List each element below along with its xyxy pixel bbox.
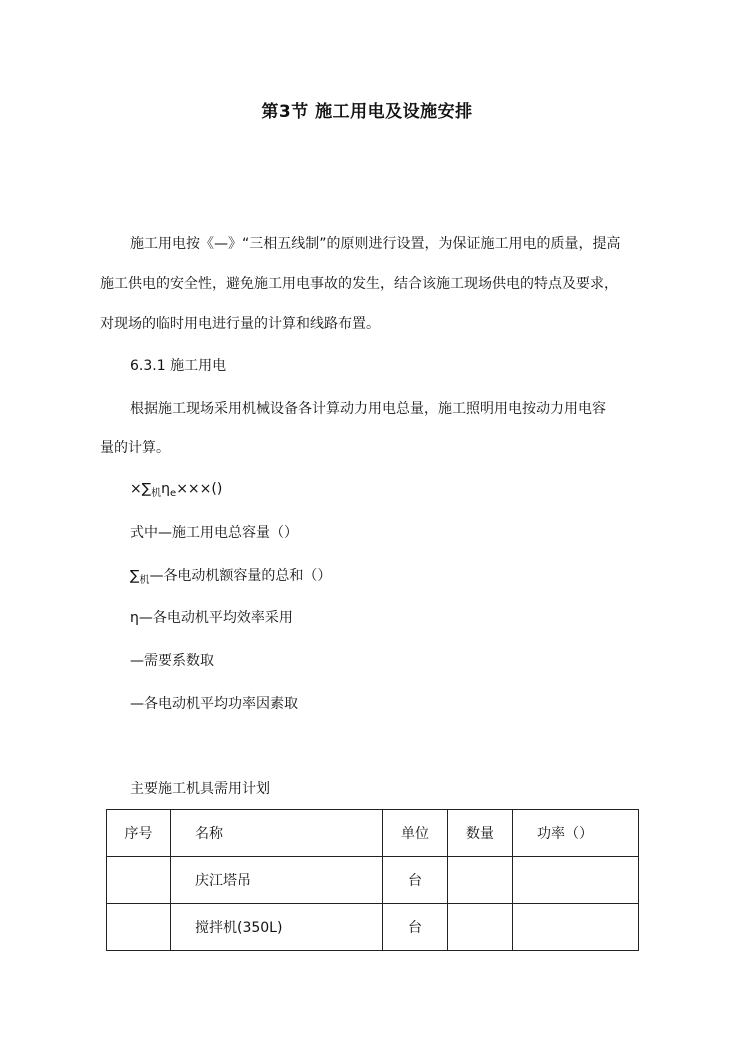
definition-2-text: —各电动机额容量的总和（） [149,568,332,584]
table-cell [448,904,513,951]
definition-2 [130,565,331,586]
table-cell [513,857,639,904]
header-cell-name: 名称 [171,810,383,857]
table-row [107,857,639,904]
table-cell [107,904,171,951]
formula-sub-1: 机 [151,488,162,499]
header-cell-power: 功率（） [513,810,639,857]
section-heading: 6.3.1 施工用电 [130,358,227,374]
definition-1: 式中—施工用电总容量（） [130,525,298,541]
page-title: 第3节 施工用电及设施安排 [261,102,473,122]
formula-mid: η [161,481,171,497]
equipment-table [106,809,639,951]
formula [130,481,222,499]
header-cell-quantity: 数量 [448,810,513,857]
definition-2-symbol: ∑ [130,568,140,584]
intro-line-3: 对现场的临时用电进行量的计算和线路布置。 [100,316,380,332]
formula-prefix: ×∑ [130,481,152,497]
table-caption: 主要施工机具需用计划 [130,781,270,797]
table-cell [448,857,513,904]
table-cell: 庆江塔吊 [171,857,383,904]
table-cell [513,904,639,951]
definition-3: η—各电动机平均效率采用 [130,610,293,626]
table-cell: 搅拌机(350L) [171,904,383,951]
definition-5: —各电动机平均功率因素取 [130,696,298,712]
header-cell-unit: 单位 [383,810,448,857]
table-header-row [107,810,639,857]
intro-line-2: 施工供电的安全性，避免施工用电事故的发生，结合该施工现场供电的特点及要求， [100,276,618,292]
header-cell-no: 序号 [107,810,171,857]
definition-4: —需要系数取 [130,653,214,669]
table-cell: 台 [383,904,448,951]
formula-suffix: ×××() [176,481,223,497]
table-row [107,904,639,951]
table-cell: 台 [383,857,448,904]
intro-line-1: 施工用电按《—》“三相五线制”的原则进行设置，为保证施工用电的质量，提高 [130,236,621,252]
table-cell [107,857,171,904]
section-para-line-2: 量的计算。 [100,440,170,456]
formula-sub-2: e [170,488,177,499]
definition-2-sub: 机 [139,575,150,586]
section-para-line-1: 根据施工现场采用机械设备各计算动力用电总量，施工照明用电按动力用电容 [130,401,606,417]
